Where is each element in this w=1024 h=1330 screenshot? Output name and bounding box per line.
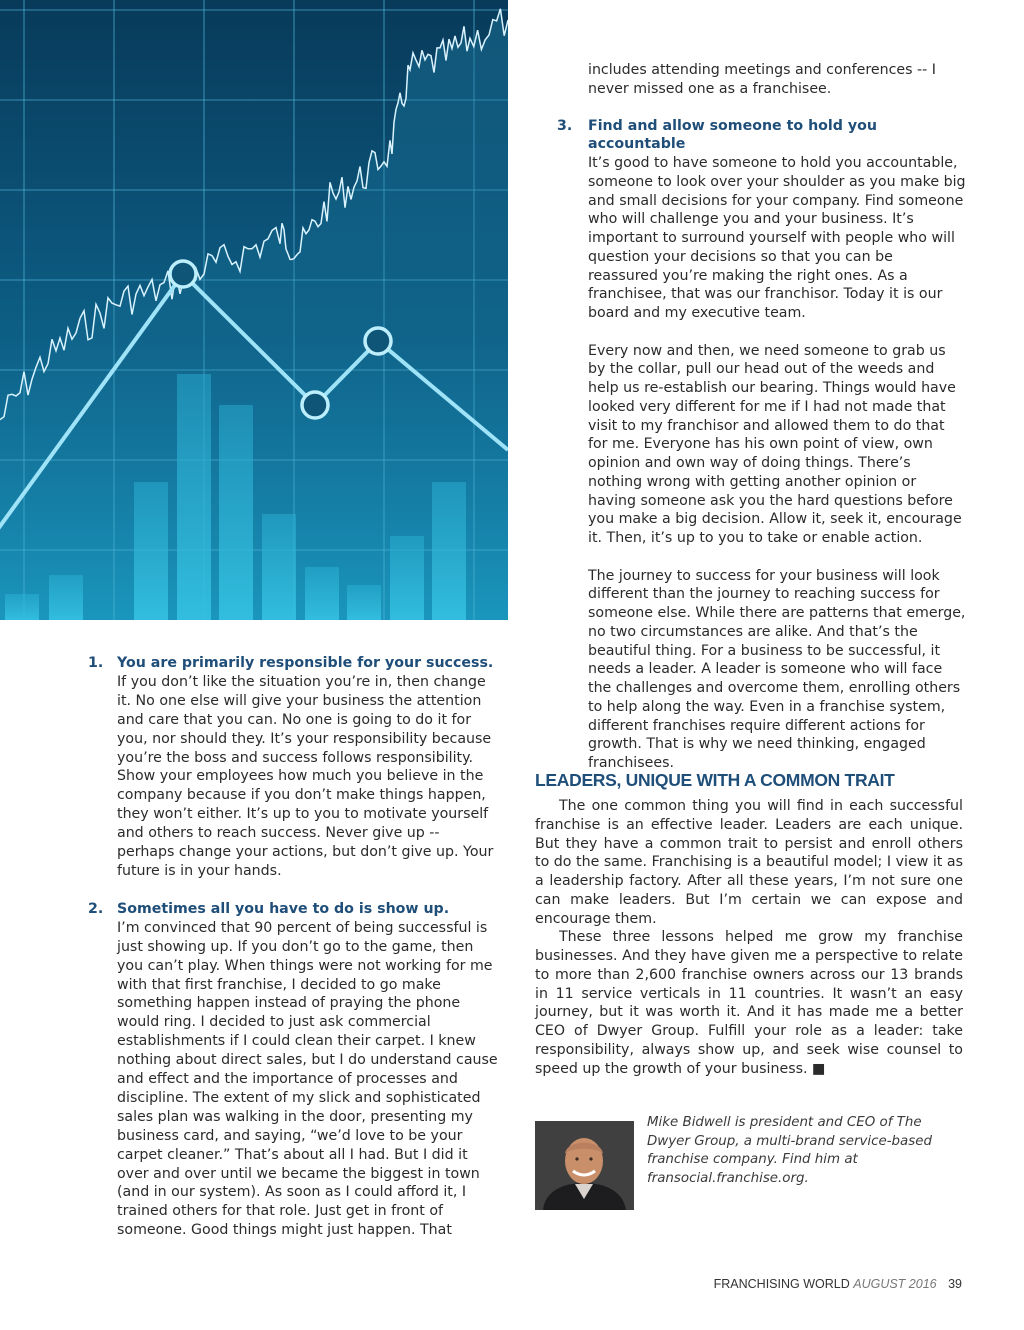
page-number: 39	[948, 1277, 962, 1291]
lesson-text: I’m convinced that 90 percent of being successful is just showing up. If you don’t go to the game, then you can’t play. When things were not working for me with that first franchise, I decided to go make something happen instead of praying the phone would ring. I decided to just ask commercial establishments if I could clean their carpet. I knew nothing about direct sales, but I do understand cause and effect and the importance of processes and discipline. The extent of my slick and sophisticated sales plan was walking in the door, presenting my business card, and saying, “we’d love to be your carpet cleaner.” That’s about all I had. But I did it over and over until we became the biggest in town (and in our system). As soon as I could afford it, I trained others for that role. Just get in front of someone. Good things might just happen. That	[117, 919, 498, 1239]
lesson-text: It’s good to have someone to hold you accountable, someone to look over your shoulder as you make big and small decisions for your company. Find someone who will challenge you and your business. It’s important to surround yourself with people who will question your decisions so that you can be reassured you’re making the right ones. As a franchisee, that was our franchisor. Today it is our board and my executive team.	[588, 155, 966, 321]
continued-text: includes attending meetings and conferences -- I never missed one as a franchisee.	[588, 62, 936, 97]
lessons-list-left	[88, 654, 498, 1240]
lesson-number: 1.	[88, 655, 104, 671]
lesson-title: You are primarily responsible for your success.	[117, 655, 494, 671]
lesson-number: 3.	[557, 117, 573, 134]
page-footer	[714, 1277, 962, 1291]
section-heading: LEADERS, UNIQUE WITH A COMMON TRAIT	[535, 770, 895, 790]
lesson-item-3	[557, 117, 967, 323]
lesson-text: If you don’t like the situation you’re in, then change it. No one else will give your business the attention and care that you can. No one is going to do it for you, nor should they. It’s your responsibility because you’re the boss and success follows responsibility. Show your employees how much you believe in the company because if you don’t make things happen, they won’t either. It’s up to you to motivate yourself and others to reach success. Never give up -- perhaps change your actions, but don’t give up. Your future is in your hands.	[117, 673, 494, 879]
lesson-title: Sometimes all you have to do is show up.	[117, 900, 450, 917]
body-paragraph: The journey to success for your business will look different than the journey to reaching success for someone else. While there are patterns that emerge, no two circumstances are alike. And that’s the beautiful thing. For a business to be successful, it needs a leader. A leader is someone who will face the challenges and overcome them, enrolling others to help along the way. Even in a franchise system, different franchises require different actions for growth. That is why we need thinking, engaged franchisees.	[588, 567, 966, 771]
author-portrait	[535, 1121, 634, 1210]
author-photo	[535, 1121, 634, 1210]
lesson-title: Find and allow someone to hold you accountable	[588, 117, 877, 153]
hero-node	[302, 392, 328, 418]
lesson-item-1	[88, 654, 498, 881]
publication-name: FRANCHISING WORLD	[713, 1277, 850, 1291]
right-column	[557, 61, 967, 773]
body-paragraph: These three lessons helped me grow my franchise businesses. And they have given me a perspective to relate to more than 2,600 franchise owners across our 13 brands in 11 service verticals in 11 countries. It wasn’t an easy journey, but it was worth it. And it has made me a better CEO of Dwyer Group. Fulfill your role as a leader: take responsibility, always show up, and seek wise counsel to speed up the growth of your business. ■	[535, 929, 963, 1077]
body-paragraph: Every now and then, we need someone to grab us by the collar, pull our head out of the weeds and help us re-establish our bearing. Things would have looked very different for me if I had not made that visit to my franchisor and allowed them to do that for me. Everyone has his own point of view, own opinion and own way of doing things. There’s nothing wrong with getting another opinion or having someone ask you the hard questions before you make a big decision. Allow it, seek it, encourage it. Then, it’s up to you to take or enable action.	[588, 342, 962, 546]
hero-chart-svg	[0, 0, 508, 620]
lesson-number: 2.	[88, 900, 104, 917]
body-paragraph: The one common thing you will find in each successful franchise is an effective leader. Leaders are each unique. But they have a common trait to persist and enroll others to do the same. Franchising is a beautiful model; I view it as a leadership factory. After all these years, I’m not sure one can make leaders. But I’m certain we can expose and encourage them.	[535, 798, 963, 927]
issue-date: AUGUST 2016	[853, 1277, 937, 1291]
section-body	[535, 797, 963, 1078]
hero-chart-illustration	[0, 0, 508, 620]
author-bio: Mike Bidwell is president and CEO of The Dwyer Group, a multi-brand service-based franchise company. Find him at fransocial.franchise.org.	[647, 1115, 932, 1186]
lesson-item-2	[88, 900, 498, 1240]
hero-node	[170, 261, 196, 287]
hero-node	[365, 328, 391, 354]
